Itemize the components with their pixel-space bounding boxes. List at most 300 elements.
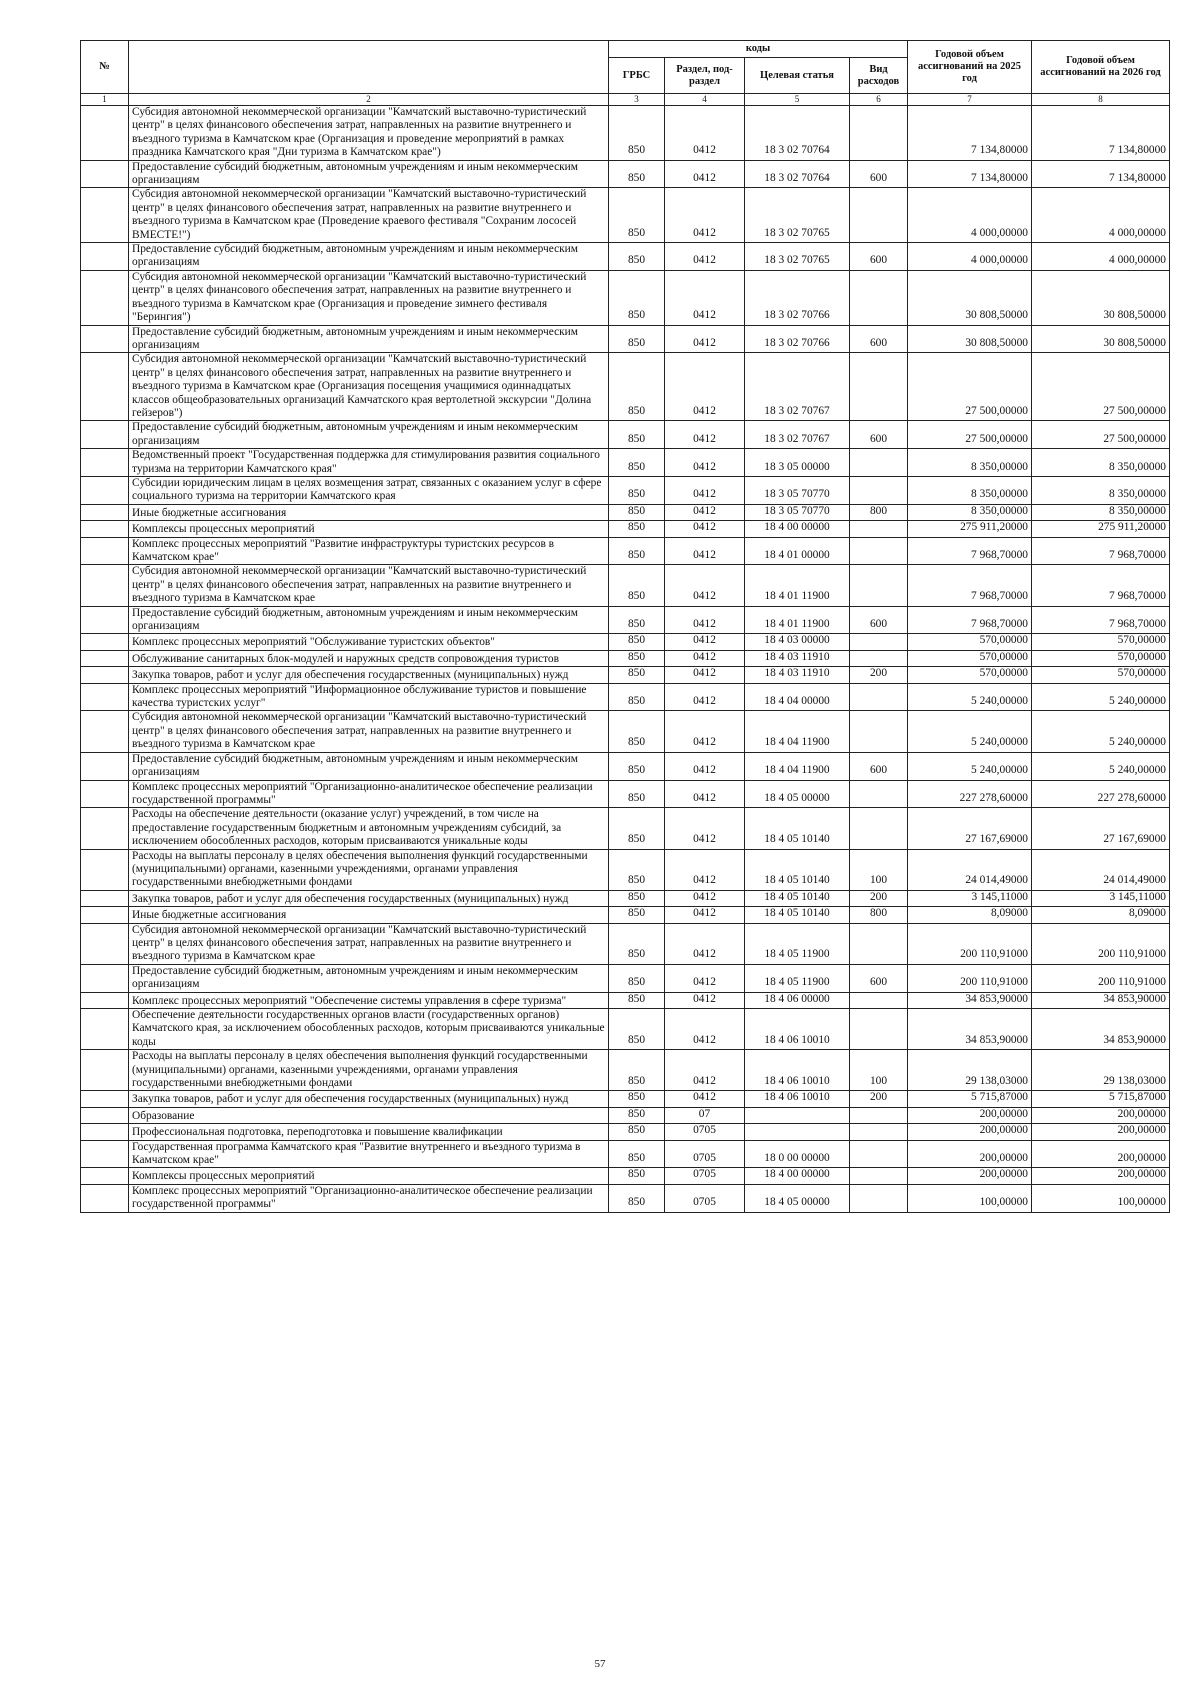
- table-row: [81, 353, 1170, 421]
- table-row: [81, 683, 1170, 711]
- row-number-cell: [81, 907, 129, 923]
- row-amount-2025: 227 278,60000: [908, 780, 1032, 808]
- row-amount-2025: 7 968,70000: [908, 537, 1032, 565]
- row-amount-2025: 7 134,80000: [908, 160, 1032, 188]
- row-expense-type: [850, 711, 908, 752]
- row-number-cell: [81, 923, 129, 964]
- row-amount-2025: 200,00000: [908, 1107, 1032, 1123]
- row-target: 18 3 05 70770: [745, 504, 850, 520]
- row-section: 0412: [665, 849, 745, 890]
- row-section: 0412: [665, 964, 745, 992]
- row-expense-type: 200: [850, 667, 908, 683]
- col-number: 8: [1032, 94, 1170, 106]
- row-amount-2025: 30 808,50000: [908, 325, 1032, 353]
- row-grbs: 850: [609, 537, 665, 565]
- row-target: 18 3 02 70765: [745, 243, 850, 271]
- table-row: [81, 504, 1170, 520]
- row-name: Субсидии юридическим лицам в целях возмещения затрат, связанных с оказанием услуг в сфере социального туризма на территории Камчатского края: [129, 476, 609, 504]
- row-grbs: 850: [609, 650, 665, 666]
- table-row: [81, 449, 1170, 477]
- table-row: [81, 421, 1170, 449]
- row-amount-2025: 200 110,91000: [908, 923, 1032, 964]
- row-number-cell: [81, 160, 129, 188]
- row-name: Предоставление субсидий бюджетным, автономным учреждениям и иным некоммерческим организациям: [129, 752, 609, 780]
- row-grbs: 850: [609, 504, 665, 520]
- row-section: 0412: [665, 650, 745, 666]
- row-section: 0412: [665, 780, 745, 808]
- row-name: Ведомственный проект "Государственная поддержка для стимулирования развития социального туризма на территории Камчатского края": [129, 449, 609, 477]
- row-name: Закупка товаров, работ и услуг для обеспечения государственных (муниципальных) нужд: [129, 890, 609, 906]
- row-amount-2026: 227 278,60000: [1032, 780, 1170, 808]
- row-number-cell: [81, 1168, 129, 1184]
- row-amount-2026: 7 968,70000: [1032, 537, 1170, 565]
- row-expense-type: 600: [850, 964, 908, 992]
- row-expense-type: [850, 353, 908, 421]
- row-target: 18 4 01 11900: [745, 606, 850, 634]
- row-name: Предоставление субсидий бюджетным, автономным учреждениям и иным некоммерческим организациям: [129, 160, 609, 188]
- row-target: [745, 1124, 850, 1140]
- row-target: 18 4 05 10140: [745, 808, 850, 849]
- row-grbs: 850: [609, 1168, 665, 1184]
- header-year-2026: Годовой объем ассигнований на 2026 год: [1032, 41, 1170, 94]
- row-number-cell: [81, 606, 129, 634]
- row-amount-2025: 5 240,00000: [908, 752, 1032, 780]
- row-section: 0412: [665, 752, 745, 780]
- row-number-cell: [81, 780, 129, 808]
- table-row: [81, 537, 1170, 565]
- header-name: [129, 41, 609, 94]
- table-body: [81, 106, 1170, 1213]
- row-amount-2026: 4 000,00000: [1032, 243, 1170, 271]
- row-amount-2026: 200,00000: [1032, 1140, 1170, 1168]
- row-number-cell: [81, 106, 129, 161]
- row-expense-type: [850, 1168, 908, 1184]
- row-expense-type: [850, 923, 908, 964]
- row-grbs: 850: [609, 160, 665, 188]
- row-section: 0412: [665, 667, 745, 683]
- row-expense-type: [850, 521, 908, 537]
- row-grbs: 850: [609, 711, 665, 752]
- row-amount-2026: 8,09000: [1032, 907, 1170, 923]
- row-grbs: 850: [609, 1107, 665, 1123]
- table-row: [81, 907, 1170, 923]
- row-name: Субсидия автономной некоммерческой организации "Камчатский выставочно-туристический центр" в целях финансового обеспечения затрат, направленных на развитие внутреннего и въездного туризма в Камчатском крае (Организация и проведение мероприятий в рамках праздника Камчатского края "Дни туризма в Камчатском крае"): [129, 106, 609, 161]
- row-grbs: 850: [609, 106, 665, 161]
- row-amount-2026: 7 968,70000: [1032, 565, 1170, 606]
- row-amount-2025: 4 000,00000: [908, 243, 1032, 271]
- row-amount-2025: 275 911,20000: [908, 521, 1032, 537]
- row-expense-type: [850, 1184, 908, 1212]
- header-grbs: ГРБС: [609, 58, 665, 94]
- row-amount-2025: 5 715,87000: [908, 1091, 1032, 1107]
- col-number: 3: [609, 94, 665, 106]
- row-amount-2026: 7 134,80000: [1032, 106, 1170, 161]
- row-expense-type: [850, 650, 908, 666]
- row-expense-type: 600: [850, 325, 908, 353]
- row-expense-type: 800: [850, 907, 908, 923]
- table-row: [81, 650, 1170, 666]
- col-number: 5: [745, 94, 850, 106]
- row-target: 18 4 05 11900: [745, 923, 850, 964]
- column-number-row: [81, 94, 1170, 106]
- row-amount-2025: 570,00000: [908, 634, 1032, 650]
- row-name: Предоставление субсидий бюджетным, автономным учреждениям и иным некоммерческим организациям: [129, 421, 609, 449]
- row-section: 0412: [665, 1009, 745, 1050]
- table-row: [81, 634, 1170, 650]
- table-row: [81, 188, 1170, 243]
- row-name: Комплексы процессных мероприятий: [129, 1168, 609, 1184]
- row-amount-2025: 5 240,00000: [908, 711, 1032, 752]
- row-number-cell: [81, 325, 129, 353]
- row-grbs: 850: [609, 243, 665, 271]
- row-name: Комплексы процессных мероприятий: [129, 521, 609, 537]
- table-row: [81, 476, 1170, 504]
- row-amount-2026: 30 808,50000: [1032, 325, 1170, 353]
- row-name: Субсидия автономной некоммерческой организации "Камчатский выставочно-туристический центр" в целях финансового обеспечения затрат, направленных на развитие внутреннего и въездного туризма в Камчатском крае (Проведение краевого фестиваля "Сохраним лососей ВМЕСТЕ!"): [129, 188, 609, 243]
- row-number-cell: [81, 1050, 129, 1091]
- row-amount-2026: 27 500,00000: [1032, 353, 1170, 421]
- row-number-cell: [81, 711, 129, 752]
- row-amount-2025: 30 808,50000: [908, 270, 1032, 325]
- row-amount-2026: 34 853,90000: [1032, 1009, 1170, 1050]
- row-grbs: 850: [609, 808, 665, 849]
- row-amount-2025: 200,00000: [908, 1140, 1032, 1168]
- row-expense-type: 100: [850, 1050, 908, 1091]
- col-number: 7: [908, 94, 1032, 106]
- row-name: Комплекс процессных мероприятий "Развитие инфраструктуры туристских ресурсов в Камчатском крае": [129, 537, 609, 565]
- row-target: 18 4 01 00000: [745, 537, 850, 565]
- table-row: [81, 964, 1170, 992]
- row-section: 0412: [665, 106, 745, 161]
- table-row: [81, 890, 1170, 906]
- row-number-cell: [81, 964, 129, 992]
- header-target: Целевая статья: [745, 58, 850, 94]
- row-target: 18 4 03 11910: [745, 650, 850, 666]
- row-target: 18 3 02 70765: [745, 188, 850, 243]
- row-amount-2026: 29 138,03000: [1032, 1050, 1170, 1091]
- row-grbs: 850: [609, 923, 665, 964]
- row-section: 0705: [665, 1124, 745, 1140]
- row-number-cell: [81, 353, 129, 421]
- row-name: Комплекс процессных мероприятий "Организационно-аналитическое обеспечение реализации государственной программы": [129, 780, 609, 808]
- row-grbs: 850: [609, 325, 665, 353]
- col-number: 6: [850, 94, 908, 106]
- col-number: 2: [129, 94, 609, 106]
- row-amount-2026: 5 240,00000: [1032, 683, 1170, 711]
- row-name: Комплекс процессных мероприятий "Информационное обслуживание туристов и повышение качества туристских услуг": [129, 683, 609, 711]
- row-name: Предоставление субсидий бюджетным, автономным учреждениям и иным некоммерческим организациям: [129, 325, 609, 353]
- row-section: 0412: [665, 521, 745, 537]
- row-number-cell: [81, 1009, 129, 1050]
- row-amount-2025: 24 014,49000: [908, 849, 1032, 890]
- row-grbs: 850: [609, 752, 665, 780]
- row-number-cell: [81, 521, 129, 537]
- row-amount-2026: 7 968,70000: [1032, 606, 1170, 634]
- row-section: 0412: [665, 907, 745, 923]
- row-target: 18 4 05 10140: [745, 890, 850, 906]
- page-number: 57: [594, 1658, 606, 1670]
- row-grbs: 850: [609, 667, 665, 683]
- table-row: [81, 160, 1170, 188]
- row-amount-2026: 8 350,00000: [1032, 449, 1170, 477]
- row-expense-type: [850, 1124, 908, 1140]
- row-amount-2025: 8 350,00000: [908, 476, 1032, 504]
- row-grbs: 850: [609, 270, 665, 325]
- row-expense-type: [850, 270, 908, 325]
- table-row: [81, 1184, 1170, 1212]
- row-number-cell: [81, 565, 129, 606]
- row-amount-2025: 8,09000: [908, 907, 1032, 923]
- row-number-cell: [81, 270, 129, 325]
- row-amount-2025: 5 240,00000: [908, 683, 1032, 711]
- row-expense-type: 200: [850, 890, 908, 906]
- row-target: 18 4 06 00000: [745, 992, 850, 1008]
- row-target: 18 4 05 11900: [745, 964, 850, 992]
- table-row: [81, 780, 1170, 808]
- row-grbs: 850: [609, 780, 665, 808]
- table-row: [81, 808, 1170, 849]
- row-number-cell: [81, 849, 129, 890]
- row-name: Субсидия автономной некоммерческой организации "Камчатский выставочно-туристический центр" в целях финансового обеспечения затрат, направленных на развитие внутреннего и въездного туризма в Камчатском крае: [129, 923, 609, 964]
- row-target: 18 4 05 00000: [745, 1184, 850, 1212]
- row-section: 0412: [665, 325, 745, 353]
- row-grbs: 850: [609, 565, 665, 606]
- row-number-cell: [81, 650, 129, 666]
- row-target: 18 4 00 00000: [745, 521, 850, 537]
- row-grbs: 850: [609, 521, 665, 537]
- table-row: [81, 565, 1170, 606]
- row-number-cell: [81, 634, 129, 650]
- row-section: 0412: [665, 188, 745, 243]
- row-name: Обеспечение деятельности государственных органов власти (государственных органов) Камчатского края, за исключением обособленных расходов, которым присваиваются уникальные коды: [129, 1009, 609, 1050]
- header-codes: коды: [609, 41, 908, 58]
- row-name: Субсидия автономной некоммерческой организации "Камчатский выставочно-туристический центр" в целях финансового обеспечения затрат, направленных на развитие внутреннего и въездного туризма в Камчатском крае (Организация посещения учащимися одиннадцатых классов общеобразовательных организаций Камчатского края вертолетной экскурсии "Долина гейзеров"): [129, 353, 609, 421]
- row-amount-2026: 27 167,69000: [1032, 808, 1170, 849]
- row-amount-2026: 5 240,00000: [1032, 752, 1170, 780]
- row-section: 0412: [665, 449, 745, 477]
- row-name: Государственная программа Камчатского края "Развитие внутреннего и въездного туризма в Камчатском крае": [129, 1140, 609, 1168]
- row-expense-type: 800: [850, 504, 908, 520]
- row-section: 0412: [665, 923, 745, 964]
- row-amount-2025: 200 110,91000: [908, 964, 1032, 992]
- row-grbs: 850: [609, 606, 665, 634]
- row-expense-type: [850, 476, 908, 504]
- row-section: 0412: [665, 476, 745, 504]
- row-section: 0412: [665, 808, 745, 849]
- row-amount-2026: 200 110,91000: [1032, 923, 1170, 964]
- row-amount-2025: 7 968,70000: [908, 606, 1032, 634]
- row-name: Предоставление субсидий бюджетным, автономным учреждениям и иным некоммерческим организациям: [129, 606, 609, 634]
- row-amount-2025: 27 500,00000: [908, 421, 1032, 449]
- row-target: 18 4 06 10010: [745, 1091, 850, 1107]
- row-grbs: 850: [609, 1050, 665, 1091]
- row-expense-type: [850, 683, 908, 711]
- row-target: 18 4 01 11900: [745, 565, 850, 606]
- row-target: 18 4 03 11910: [745, 667, 850, 683]
- row-section: 0705: [665, 1184, 745, 1212]
- row-grbs: 850: [609, 683, 665, 711]
- row-name: Комплекс процессных мероприятий "Обслуживание туристских объектов": [129, 634, 609, 650]
- row-amount-2026: 100,00000: [1032, 1184, 1170, 1212]
- row-expense-type: [850, 106, 908, 161]
- row-grbs: 850: [609, 421, 665, 449]
- table-row: [81, 1168, 1170, 1184]
- row-number-cell: [81, 1140, 129, 1168]
- table-row: [81, 752, 1170, 780]
- row-target: 18 4 06 10010: [745, 1009, 850, 1050]
- row-section: 0412: [665, 606, 745, 634]
- row-number-cell: [81, 667, 129, 683]
- row-section: 0412: [665, 504, 745, 520]
- row-number-cell: [81, 752, 129, 780]
- row-target: 18 4 04 11900: [745, 711, 850, 752]
- row-name: Субсидия автономной некоммерческой организации "Камчатский выставочно-туристический центр" в целях финансового обеспечения затрат, направленных на развитие внутреннего и въездного туризма в Камчатском крае: [129, 711, 609, 752]
- row-section: 0412: [665, 711, 745, 752]
- row-expense-type: [850, 188, 908, 243]
- table-row: [81, 521, 1170, 537]
- table-row: [81, 1107, 1170, 1123]
- row-grbs: 850: [609, 890, 665, 906]
- row-name: Комплекс процессных мероприятий "Организационно-аналитическое обеспечение реализации государственной программы": [129, 1184, 609, 1212]
- row-expense-type: 600: [850, 160, 908, 188]
- row-name: Комплекс процессных мероприятий "Обеспечение системы управления в сфере туризма": [129, 992, 609, 1008]
- row-number-cell: [81, 992, 129, 1008]
- row-section: 0705: [665, 1140, 745, 1168]
- row-number-cell: [81, 504, 129, 520]
- row-section: 0412: [665, 353, 745, 421]
- table-row: [81, 667, 1170, 683]
- row-grbs: 850: [609, 188, 665, 243]
- row-section: 0412: [665, 243, 745, 271]
- row-amount-2025: 200,00000: [908, 1124, 1032, 1140]
- row-number-cell: [81, 537, 129, 565]
- row-amount-2026: 570,00000: [1032, 634, 1170, 650]
- row-amount-2025: 8 350,00000: [908, 449, 1032, 477]
- row-number-cell: [81, 421, 129, 449]
- row-expense-type: 200: [850, 1091, 908, 1107]
- table-row: [81, 1091, 1170, 1107]
- row-section: 0412: [665, 1050, 745, 1091]
- row-amount-2025: 8 350,00000: [908, 504, 1032, 520]
- table-row: [81, 992, 1170, 1008]
- row-target: 18 3 05 00000: [745, 449, 850, 477]
- row-expense-type: [850, 1140, 908, 1168]
- row-grbs: 850: [609, 1140, 665, 1168]
- row-amount-2025: 3 145,11000: [908, 890, 1032, 906]
- row-amount-2025: 34 853,90000: [908, 992, 1032, 1008]
- row-section: 0412: [665, 421, 745, 449]
- row-expense-type: 100: [850, 849, 908, 890]
- row-amount-2025: 100,00000: [908, 1184, 1032, 1212]
- row-grbs: 850: [609, 476, 665, 504]
- row-name: Предоставление субсидий бюджетным, автономным учреждениям и иным некоммерческим организациям: [129, 964, 609, 992]
- budget-table: [80, 40, 1170, 1213]
- row-target: 18 4 03 00000: [745, 634, 850, 650]
- row-section: 0705: [665, 1168, 745, 1184]
- row-expense-type: 600: [850, 752, 908, 780]
- header-section: Раздел, под-раздел: [665, 58, 745, 94]
- table-row: [81, 243, 1170, 271]
- row-number-cell: [81, 449, 129, 477]
- row-name: Субсидия автономной некоммерческой организации "Камчатский выставочно-туристический центр" в целях финансового обеспечения затрат, направленных на развитие внутреннего и въездного туризма в Камчатском крае: [129, 565, 609, 606]
- row-grbs: 850: [609, 634, 665, 650]
- row-expense-type: [850, 449, 908, 477]
- row-number-cell: [81, 890, 129, 906]
- row-amount-2025: 7 134,80000: [908, 106, 1032, 161]
- row-grbs: 850: [609, 1091, 665, 1107]
- table-row: [81, 849, 1170, 890]
- header-number: №: [81, 41, 129, 94]
- row-amount-2025: 570,00000: [908, 650, 1032, 666]
- row-name: Расходы на выплаты персоналу в целях обеспечения выполнения функций государственными (муниципальными) органами, казенными учреждениями, органами управления государственными внебюджетными фондами: [129, 1050, 609, 1091]
- row-target: 18 4 00 00000: [745, 1168, 850, 1184]
- row-amount-2026: 5 715,87000: [1032, 1091, 1170, 1107]
- row-expense-type: [850, 808, 908, 849]
- row-target: 18 4 04 00000: [745, 683, 850, 711]
- row-amount-2026: 4 000,00000: [1032, 188, 1170, 243]
- row-section: 0412: [665, 992, 745, 1008]
- row-name: Закупка товаров, работ и услуг для обеспечения государственных (муниципальных) нужд: [129, 667, 609, 683]
- row-grbs: 850: [609, 1184, 665, 1212]
- row-expense-type: [850, 992, 908, 1008]
- row-name: Субсидия автономной некоммерческой организации "Камчатский выставочно-туристический центр" в целях финансового обеспечения затрат, направленных на развитие внутреннего и въездного туризма в Камчатском крае (Организация и проведение зимнего фестиваля "Берингия"): [129, 270, 609, 325]
- row-amount-2026: 570,00000: [1032, 650, 1170, 666]
- row-section: 0412: [665, 634, 745, 650]
- row-name: Профессиональная подготовка, переподготовка и повышение квалификации: [129, 1124, 609, 1140]
- row-target: 18 4 05 10140: [745, 907, 850, 923]
- row-name: Расходы на выплаты персоналу в целях обеспечения выполнения функций государственными (муниципальными) органами, казенными учреждениями, органами управления государственными внебюджетными фондами: [129, 849, 609, 890]
- row-expense-type: 600: [850, 243, 908, 271]
- row-amount-2025: 29 138,03000: [908, 1050, 1032, 1091]
- row-section: 07: [665, 1107, 745, 1123]
- row-number-cell: [81, 188, 129, 243]
- row-name: Иные бюджетные ассигнования: [129, 907, 609, 923]
- row-amount-2026: 3 145,11000: [1032, 890, 1170, 906]
- row-amount-2026: 27 500,00000: [1032, 421, 1170, 449]
- row-amount-2026: 200 110,91000: [1032, 964, 1170, 992]
- row-target: 18 3 02 70767: [745, 353, 850, 421]
- row-name: Обслуживание санитарных блок-модулей и наружных средств сопровождения туристов: [129, 650, 609, 666]
- row-amount-2026: 24 014,49000: [1032, 849, 1170, 890]
- row-grbs: 850: [609, 449, 665, 477]
- row-target: 18 3 02 70767: [745, 421, 850, 449]
- row-amount-2025: 7 968,70000: [908, 565, 1032, 606]
- table-row: [81, 923, 1170, 964]
- row-amount-2026: 30 808,50000: [1032, 270, 1170, 325]
- row-expense-type: [850, 1107, 908, 1123]
- row-target: 18 3 02 70764: [745, 160, 850, 188]
- row-amount-2026: 200,00000: [1032, 1107, 1170, 1123]
- row-grbs: 850: [609, 907, 665, 923]
- table-row: [81, 1124, 1170, 1140]
- row-expense-type: [850, 537, 908, 565]
- row-number-cell: [81, 476, 129, 504]
- row-grbs: 850: [609, 849, 665, 890]
- row-amount-2026: 34 853,90000: [1032, 992, 1170, 1008]
- row-amount-2025: 200,00000: [908, 1168, 1032, 1184]
- row-amount-2026: 570,00000: [1032, 667, 1170, 683]
- row-grbs: 850: [609, 353, 665, 421]
- row-number-cell: [81, 1184, 129, 1212]
- table-row: [81, 606, 1170, 634]
- document-page: [80, 40, 1169, 1213]
- row-expense-type: [850, 565, 908, 606]
- row-grbs: 850: [609, 964, 665, 992]
- row-target: 18 3 02 70766: [745, 270, 850, 325]
- row-amount-2026: 7 134,80000: [1032, 160, 1170, 188]
- row-amount-2025: 4 000,00000: [908, 188, 1032, 243]
- row-section: 0412: [665, 683, 745, 711]
